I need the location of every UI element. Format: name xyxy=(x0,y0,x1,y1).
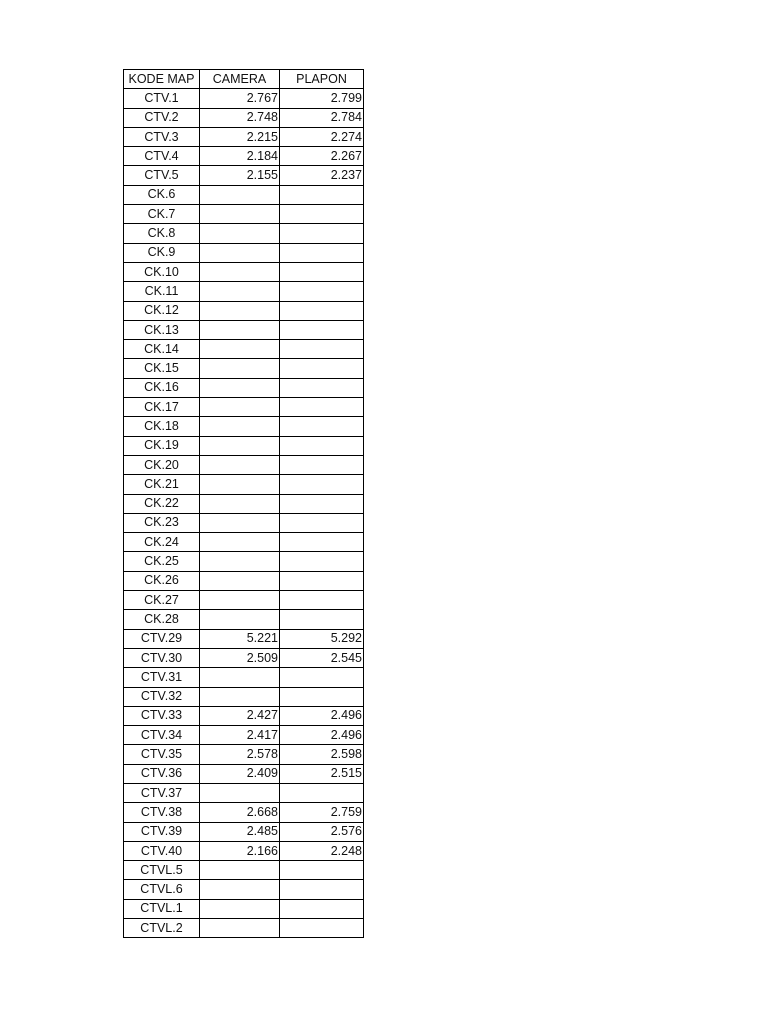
kode-map-cell: CK.26 xyxy=(124,571,200,590)
kode-map-cell: CTV.1 xyxy=(124,89,200,108)
kode-map-cell: CTV.35 xyxy=(124,745,200,764)
kode-map-cell: CTV.39 xyxy=(124,822,200,841)
camera-cell: 2.417 xyxy=(200,726,280,745)
plapon-cell xyxy=(280,262,364,281)
table-row xyxy=(124,494,364,513)
kode-map-cell: CTV.4 xyxy=(124,147,200,166)
kode-map-cell: CTVL.2 xyxy=(124,919,200,938)
kode-map-cell: CK.20 xyxy=(124,455,200,474)
kode-map-cell: CK.22 xyxy=(124,494,200,513)
camera-cell xyxy=(200,340,280,359)
kode-map-cell: CK.23 xyxy=(124,513,200,532)
table-row xyxy=(124,591,364,610)
kode-map-cell: CK.21 xyxy=(124,475,200,494)
table-row xyxy=(124,726,364,745)
camera-cell xyxy=(200,359,280,378)
kode-map-cell: CK.8 xyxy=(124,224,200,243)
plapon-cell xyxy=(280,340,364,359)
table-row xyxy=(124,243,364,262)
camera-cell xyxy=(200,571,280,590)
kode-map-cell: CK.13 xyxy=(124,320,200,339)
plapon-cell: 2.799 xyxy=(280,89,364,108)
table-row xyxy=(124,108,364,127)
camera-cell xyxy=(200,513,280,532)
camera-cell xyxy=(200,552,280,571)
plapon-cell xyxy=(280,880,364,899)
plapon-cell xyxy=(280,378,364,397)
camera-cell xyxy=(200,610,280,629)
header-camera: CAMERA xyxy=(200,70,280,89)
plapon-cell: 2.237 xyxy=(280,166,364,185)
table-row xyxy=(124,89,364,108)
camera-cell: 2.578 xyxy=(200,745,280,764)
kode-map-cell: CK.11 xyxy=(124,282,200,301)
plapon-cell xyxy=(280,668,364,687)
camera-cell: 2.485 xyxy=(200,822,280,841)
kode-map-cell: CK.27 xyxy=(124,591,200,610)
plapon-cell xyxy=(280,783,364,802)
plapon-cell xyxy=(280,417,364,436)
kode-map-cell: CK.16 xyxy=(124,378,200,397)
table-row xyxy=(124,648,364,667)
plapon-cell: 2.759 xyxy=(280,803,364,822)
kode-map-cell: CTV.2 xyxy=(124,108,200,127)
camera-cell xyxy=(200,378,280,397)
plapon-cell xyxy=(280,359,364,378)
kode-map-cell: CTV.32 xyxy=(124,687,200,706)
camera-cell: 2.509 xyxy=(200,648,280,667)
kode-map-cell: CK.19 xyxy=(124,436,200,455)
camera-cell: 5.221 xyxy=(200,629,280,648)
kode-map-cell: CTV.36 xyxy=(124,764,200,783)
plapon-cell xyxy=(280,591,364,610)
table-row xyxy=(124,127,364,146)
table-row xyxy=(124,513,364,532)
plapon-cell: 5.292 xyxy=(280,629,364,648)
kode-map-cell: CK.10 xyxy=(124,262,200,281)
plapon-cell xyxy=(280,687,364,706)
camera-cell xyxy=(200,494,280,513)
table-row xyxy=(124,378,364,397)
table-row xyxy=(124,687,364,706)
kode-map-cell: CTVL.1 xyxy=(124,899,200,918)
kode-map-cell: CTV.31 xyxy=(124,668,200,687)
kode-map-cell: CTV.38 xyxy=(124,803,200,822)
plapon-cell xyxy=(280,455,364,474)
kode-map-cell: CTV.40 xyxy=(124,841,200,860)
plapon-cell xyxy=(280,224,364,243)
camera-cell xyxy=(200,417,280,436)
table-row xyxy=(124,919,364,938)
camera-cell xyxy=(200,533,280,552)
table-row xyxy=(124,147,364,166)
table-row xyxy=(124,340,364,359)
camera-cell xyxy=(200,687,280,706)
camera-cell xyxy=(200,436,280,455)
plapon-cell xyxy=(280,301,364,320)
plapon-cell xyxy=(280,919,364,938)
camera-cell xyxy=(200,398,280,417)
camera-cell: 2.748 xyxy=(200,108,280,127)
table-row xyxy=(124,706,364,725)
table-row xyxy=(124,899,364,918)
kode-map-cell: CK.6 xyxy=(124,185,200,204)
kode-map-cell: CK.15 xyxy=(124,359,200,378)
header-kode-map: KODE MAP xyxy=(124,70,200,89)
camera-cell: 2.215 xyxy=(200,127,280,146)
table-row xyxy=(124,629,364,648)
plapon-cell xyxy=(280,861,364,880)
header-plapon: PLAPON xyxy=(280,70,364,89)
table-row xyxy=(124,398,364,417)
camera-cell: 2.668 xyxy=(200,803,280,822)
kode-map-cell: CK.18 xyxy=(124,417,200,436)
camera-cell xyxy=(200,668,280,687)
camera-cell: 2.427 xyxy=(200,706,280,725)
plapon-cell: 2.496 xyxy=(280,706,364,725)
table-row xyxy=(124,262,364,281)
table-row xyxy=(124,803,364,822)
plapon-cell xyxy=(280,282,364,301)
plapon-cell: 2.496 xyxy=(280,726,364,745)
table-row xyxy=(124,861,364,880)
camera-cell: 2.767 xyxy=(200,89,280,108)
kode-map-cell: CTVL.6 xyxy=(124,880,200,899)
camera-cell xyxy=(200,591,280,610)
camera-cell xyxy=(200,205,280,224)
table-row xyxy=(124,185,364,204)
camera-cell xyxy=(200,320,280,339)
plapon-cell xyxy=(280,320,364,339)
camera-cell: 2.184 xyxy=(200,147,280,166)
kode-map-cell: CK.28 xyxy=(124,610,200,629)
kode-map-cell: CK.14 xyxy=(124,340,200,359)
camera-cell xyxy=(200,282,280,301)
kode-map-cell: CK.25 xyxy=(124,552,200,571)
camera-cell xyxy=(200,899,280,918)
table-row xyxy=(124,841,364,860)
table-body xyxy=(124,89,364,938)
kode-map-cell: CTV.37 xyxy=(124,783,200,802)
plapon-cell: 2.248 xyxy=(280,841,364,860)
table-row xyxy=(124,320,364,339)
table-row xyxy=(124,417,364,436)
camera-cell xyxy=(200,880,280,899)
table-row xyxy=(124,301,364,320)
table-row xyxy=(124,610,364,629)
table-row xyxy=(124,166,364,185)
plapon-cell xyxy=(280,899,364,918)
table-row xyxy=(124,571,364,590)
kode-map-cell: CK.12 xyxy=(124,301,200,320)
camera-cell xyxy=(200,919,280,938)
table-row xyxy=(124,783,364,802)
camera-cell xyxy=(200,861,280,880)
plapon-cell xyxy=(280,513,364,532)
camera-cell xyxy=(200,185,280,204)
plapon-cell xyxy=(280,475,364,494)
kode-map-cell: CTVL.5 xyxy=(124,861,200,880)
kode-map-cell: CK.7 xyxy=(124,205,200,224)
plapon-cell: 2.274 xyxy=(280,127,364,146)
plapon-cell xyxy=(280,185,364,204)
camera-cell xyxy=(200,301,280,320)
table-row xyxy=(124,282,364,301)
camera-cell xyxy=(200,262,280,281)
kode-map-cell: CTV.5 xyxy=(124,166,200,185)
plapon-cell: 2.784 xyxy=(280,108,364,127)
kode-map-cell: CTV.30 xyxy=(124,648,200,667)
camera-cell: 2.409 xyxy=(200,764,280,783)
plapon-cell xyxy=(280,436,364,455)
plapon-cell: 2.515 xyxy=(280,764,364,783)
table-row xyxy=(124,359,364,378)
plapon-cell xyxy=(280,205,364,224)
table-row xyxy=(124,764,364,783)
camera-cell xyxy=(200,243,280,262)
data-table xyxy=(123,69,364,938)
table-row xyxy=(124,455,364,474)
camera-cell xyxy=(200,224,280,243)
table-row xyxy=(124,205,364,224)
plapon-cell: 2.545 xyxy=(280,648,364,667)
kode-map-cell: CK.9 xyxy=(124,243,200,262)
table-row xyxy=(124,475,364,494)
plapon-cell xyxy=(280,243,364,262)
table-row xyxy=(124,552,364,571)
plapon-cell xyxy=(280,552,364,571)
kode-map-cell: CK.17 xyxy=(124,398,200,417)
table-row xyxy=(124,822,364,841)
table-row xyxy=(124,880,364,899)
plapon-cell xyxy=(280,398,364,417)
header-row xyxy=(124,70,364,89)
kode-map-cell: CTV.29 xyxy=(124,629,200,648)
table-row xyxy=(124,436,364,455)
camera-cell: 2.166 xyxy=(200,841,280,860)
table-row xyxy=(124,224,364,243)
camera-cell xyxy=(200,475,280,494)
table-row xyxy=(124,533,364,552)
table-row xyxy=(124,668,364,687)
plapon-cell xyxy=(280,571,364,590)
plapon-cell: 2.267 xyxy=(280,147,364,166)
plapon-cell: 2.576 xyxy=(280,822,364,841)
kode-map-cell: CK.24 xyxy=(124,533,200,552)
plapon-cell xyxy=(280,494,364,513)
camera-cell xyxy=(200,455,280,474)
plapon-cell xyxy=(280,610,364,629)
kode-map-cell: CTV.34 xyxy=(124,726,200,745)
kode-map-cell: CTV.3 xyxy=(124,127,200,146)
camera-cell xyxy=(200,783,280,802)
plapon-cell xyxy=(280,533,364,552)
kode-map-cell: CTV.33 xyxy=(124,706,200,725)
plapon-cell: 2.598 xyxy=(280,745,364,764)
table-row xyxy=(124,745,364,764)
camera-cell: 2.155 xyxy=(200,166,280,185)
